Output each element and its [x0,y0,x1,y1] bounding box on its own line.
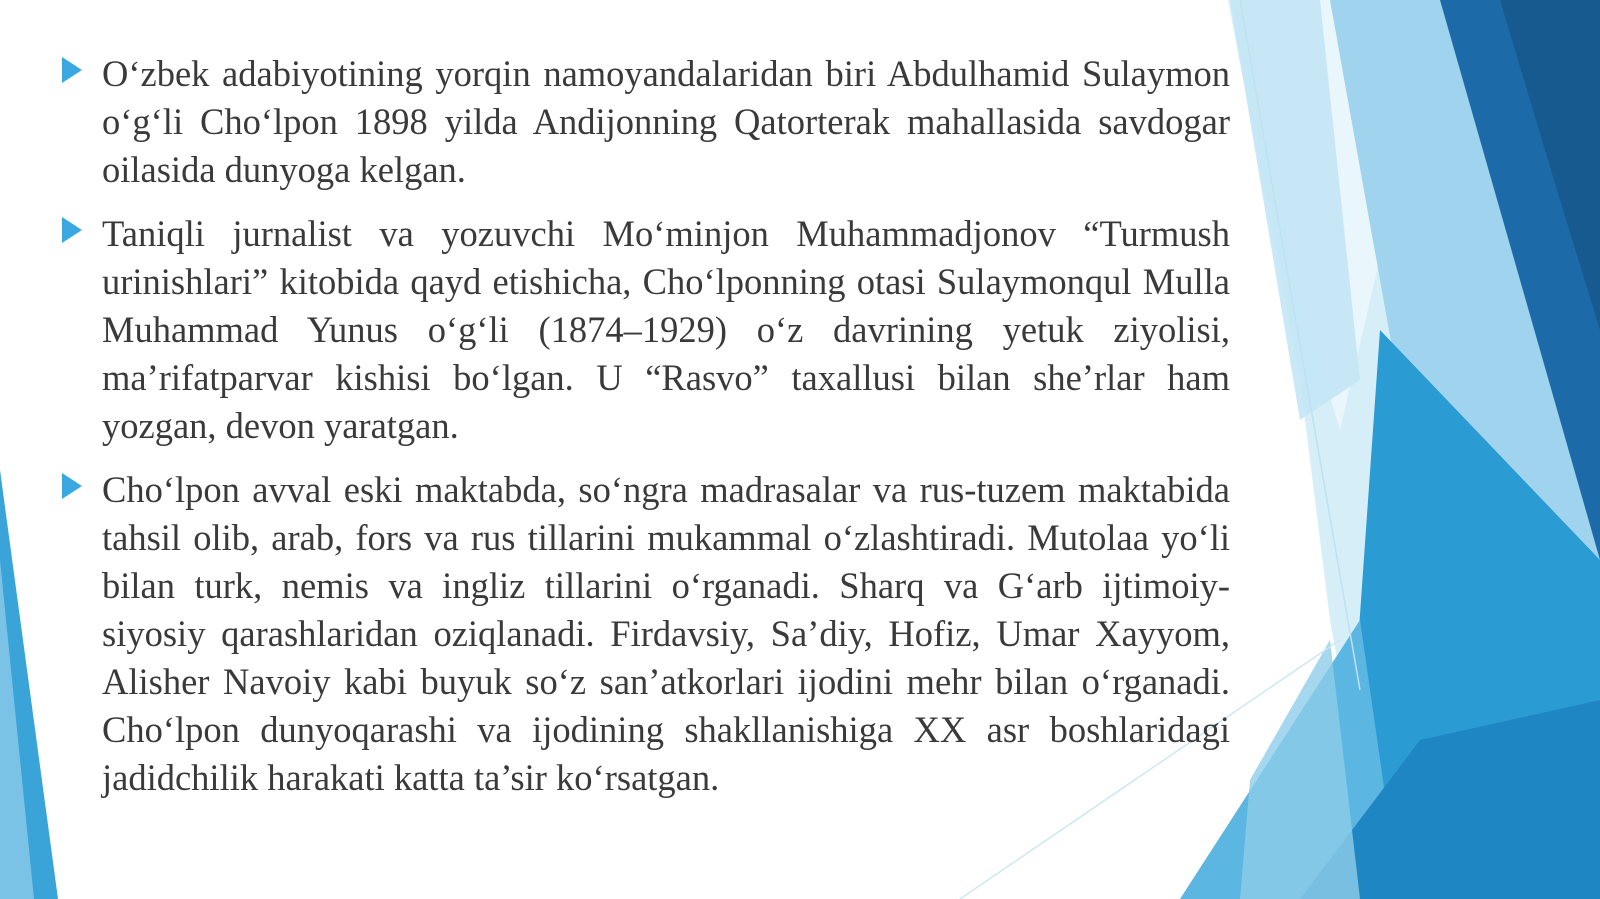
triangle-bullet-icon [60,216,84,244]
bullet-text: Taniqli jurnalist va yozuvchi Mo‘minjon Muhammadjonov “Turmush urinishlari” kitobida qayd etishicha, Cho‘lponning otasi Sulaymonqul Mulla Muhammad Yunus o‘g‘li (1874–1929) o‘z davrining yetuk ziyolisi, ma’rifatparvar kishisi bo‘lgan. U “Rasvo” taxallusi bilan she’rlar ham yozgan, devon yaratgan. [102,213,1230,446]
bullet-item [58,466,1230,802]
bullet-list [58,50,1230,818]
bullet-text: Cho‘lpon avval eski maktabda, so‘ngra madrasalar va rus-tuzem maktabida tahsil olib, arab, fors va rus tillarini mukammal o‘zlashtiradi. Mutolaa yo‘li bilan turk, nemis va ingliz tillarini o‘rganadi. Sharq va G‘arb ijtimoiy-siyosiy qarashlaridan oziqlanadi. Firdavsiy, Sa’diy, Hofiz, Umar Xayyom, Alisher Navoiy kabi buyuk so‘z san’atkorlari ijodini mehr bilan o‘rganadi. Cho‘lpon dunyoqarashi va ijodining shakllanishiga XX asr boshlaridagi jadidchilik harakati katta ta’sir ko‘rsatgan. [102,469,1230,798]
bullet-text: O‘zbek adabiyotining yorqin namoyandalaridan biri Abdulhamid Sulaymon o‘g‘li Cho‘lpon 1898 yilda Andijonning Qatorterak mahallasida savdogar oilasida dunyoga kelgan. [102,53,1230,190]
triangle-bullet-icon [60,56,84,84]
bullet-item [58,210,1230,450]
triangle-bullet-icon [60,472,84,500]
bullet-item [58,50,1230,194]
